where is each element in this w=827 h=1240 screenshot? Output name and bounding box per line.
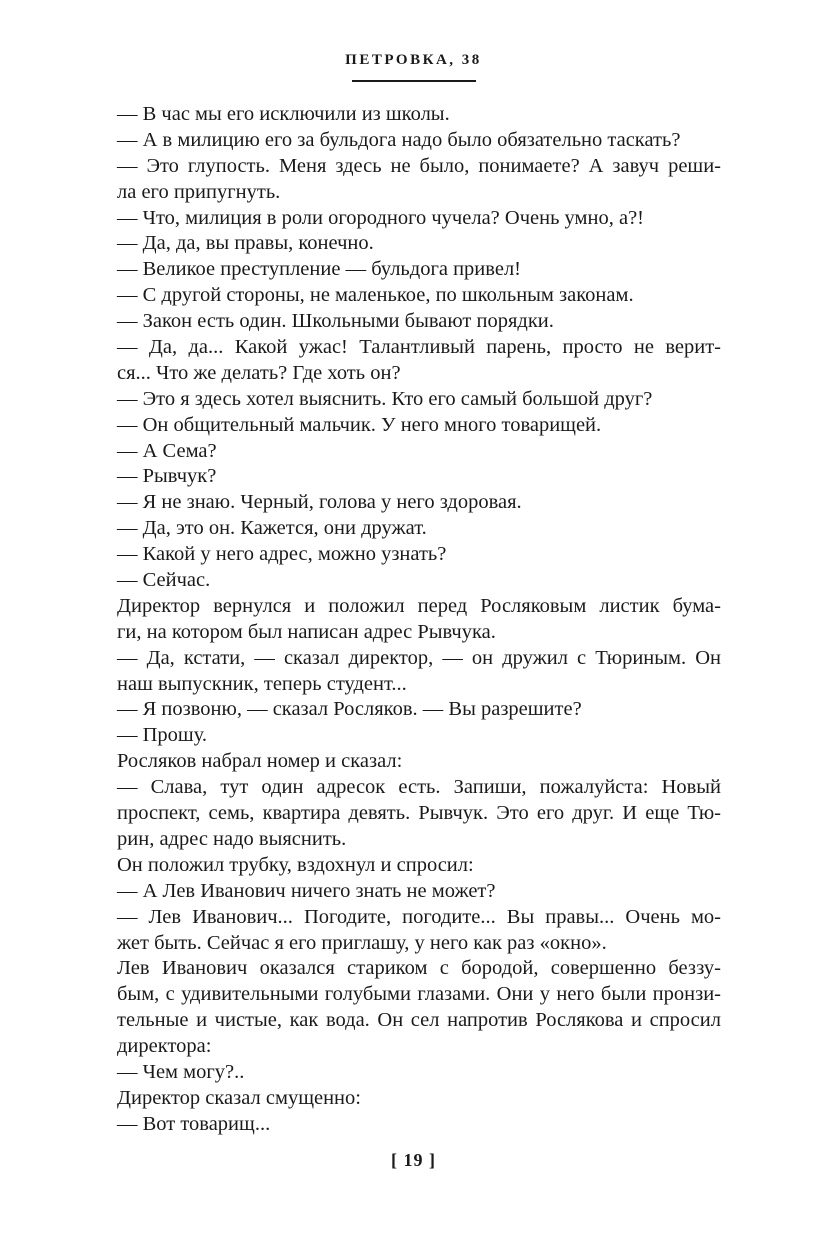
running-head: ПЕТРОВКА, 38 — [345, 52, 482, 68]
text-line: — Рывчук? — [117, 465, 217, 488]
text-line: директора: — [117, 1035, 212, 1058]
text-line: тельные и чистые, как вода. Он сел напротив Рослякова и спросил — [117, 1009, 721, 1032]
text-line: — Великое преступление — бульдога привел! — [117, 258, 521, 281]
text-line: Директор вернулся и положил перед Росляковым листик бума- — [117, 594, 721, 617]
text-line: — Какой у него адрес, можно узнать? — [117, 543, 447, 566]
text-line: ся... Что же делать? Где хоть он? — [117, 361, 401, 384]
text-line: Директор сказал смущенно: — [117, 1086, 361, 1109]
text-line: бым, с удивительными голубыми глазами. Они у него были пронзи- — [117, 983, 721, 1006]
text-line: — Вот товарищ... — [117, 1112, 271, 1135]
text-line: — А Сема? — [117, 439, 217, 462]
text-line: — Я не знаю. Черный, голова у него здоровая. — [117, 491, 522, 514]
text-line: — Сейчас. — [117, 569, 211, 592]
text-line: — Да, да... Какой ужас! Талантливый парень, просто не верит- — [117, 336, 721, 359]
text-line: — Лев Иванович... Погодите, погодите... Вы правы... Очень мо- — [117, 905, 721, 928]
text-line: проспект, семь, квартира девять. Рывчук. Это его друг. И еще Тю- — [117, 802, 721, 825]
text-line: ла его припугнуть. — [117, 180, 281, 203]
text-line: — Закон есть один. Школьными бывают порядки. — [117, 310, 554, 333]
text-line: Лев Иванович оказался стариком с бородой, совершенно беззу- — [117, 957, 721, 980]
text-line: рин, адрес надо выяснить. — [117, 827, 347, 850]
text-line: Росляков набрал номер и сказал: — [117, 750, 403, 773]
text-line: Он положил трубку, вздохнул и спросил: — [117, 853, 474, 876]
text-line: — Чем могу?.. — [117, 1060, 245, 1083]
text-line: — А Лев Иванович ничего знать не может? — [117, 879, 496, 902]
text-line: — В час мы его исключили из школы. — [117, 103, 450, 125]
text-line: — Он общительный мальчик. У него много товарищей. — [117, 413, 602, 436]
text-line: — Это глупость. Меня здесь не было, понимаете? А завуч реши- — [117, 154, 721, 177]
text-line: — Что, милиция в роли огородного чучела? Очень умно, а?! — [117, 206, 644, 229]
text-line: — Слава, тут один адресок есть. Запиши, пожалуйста: Новый — [117, 776, 721, 799]
text-line: — Прошу. — [117, 724, 208, 747]
text-line: ги, на котором был написан адрес Рывчука. — [117, 620, 496, 643]
text-line: наш выпускник, теперь студент... — [117, 672, 407, 695]
text-line: — Это я здесь хотел выяснить. Кто его самый большой друг? — [117, 387, 653, 410]
running-head-rule — [352, 80, 476, 82]
text-line: — С другой стороны, не маленькое, по школьным законам. — [117, 284, 634, 307]
text-line: жет быть. Сейчас я его приглашу, у него как раз «окно». — [117, 931, 607, 954]
text-line: — Да, это он. Кажется, они дружат. — [117, 517, 427, 540]
text-line: — Я позвоню, — сказал Росляков. — Вы разрешите? — [117, 698, 582, 721]
text-line: — А в милицию его за бульдога надо было обязательно таскать? — [117, 128, 681, 151]
text-line: — Да, кстати, — сказал директор, — он дружил с Тюриным. Он — [117, 646, 721, 669]
body-text — [117, 102, 721, 1138]
page-number: [ 19 ] — [391, 1150, 436, 1170]
text-line: — Да, да, вы правы, конечно. — [117, 232, 374, 255]
